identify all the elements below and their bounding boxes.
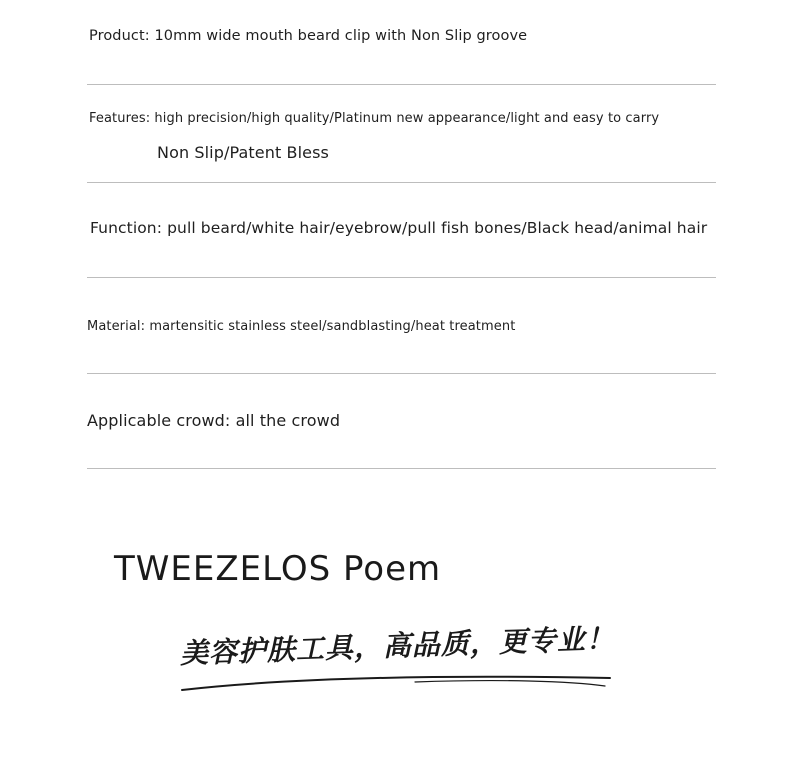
material-spec: Material: martensitic stainless steel/sandblasting/heat treatment bbox=[87, 319, 516, 334]
brand-title: TWEEZELOS Poem bbox=[114, 549, 442, 589]
brand-slogan: 美容护肤工具，高品质，更专业！ bbox=[179, 621, 616, 670]
features-spec: Features: high precision/high quality/Platinum new appearance/light and easy to carry bbox=[89, 111, 660, 126]
divider-5 bbox=[87, 468, 716, 469]
divider-3 bbox=[87, 277, 716, 278]
brush-underline bbox=[180, 670, 620, 700]
divider-4 bbox=[87, 373, 716, 374]
product-spec: Product: 10mm wide mouth beard clip with Non Slip groove bbox=[89, 28, 528, 44]
divider-1 bbox=[87, 84, 716, 85]
features-spec-continued: Non Slip/Patent Bless bbox=[157, 143, 329, 162]
crowd-spec: Applicable crowd: all the crowd bbox=[87, 411, 341, 430]
divider-2 bbox=[87, 182, 716, 183]
function-spec: Function: pull beard/white hair/eyebrow/pull fish bones/Black head/animal hair bbox=[90, 219, 708, 237]
